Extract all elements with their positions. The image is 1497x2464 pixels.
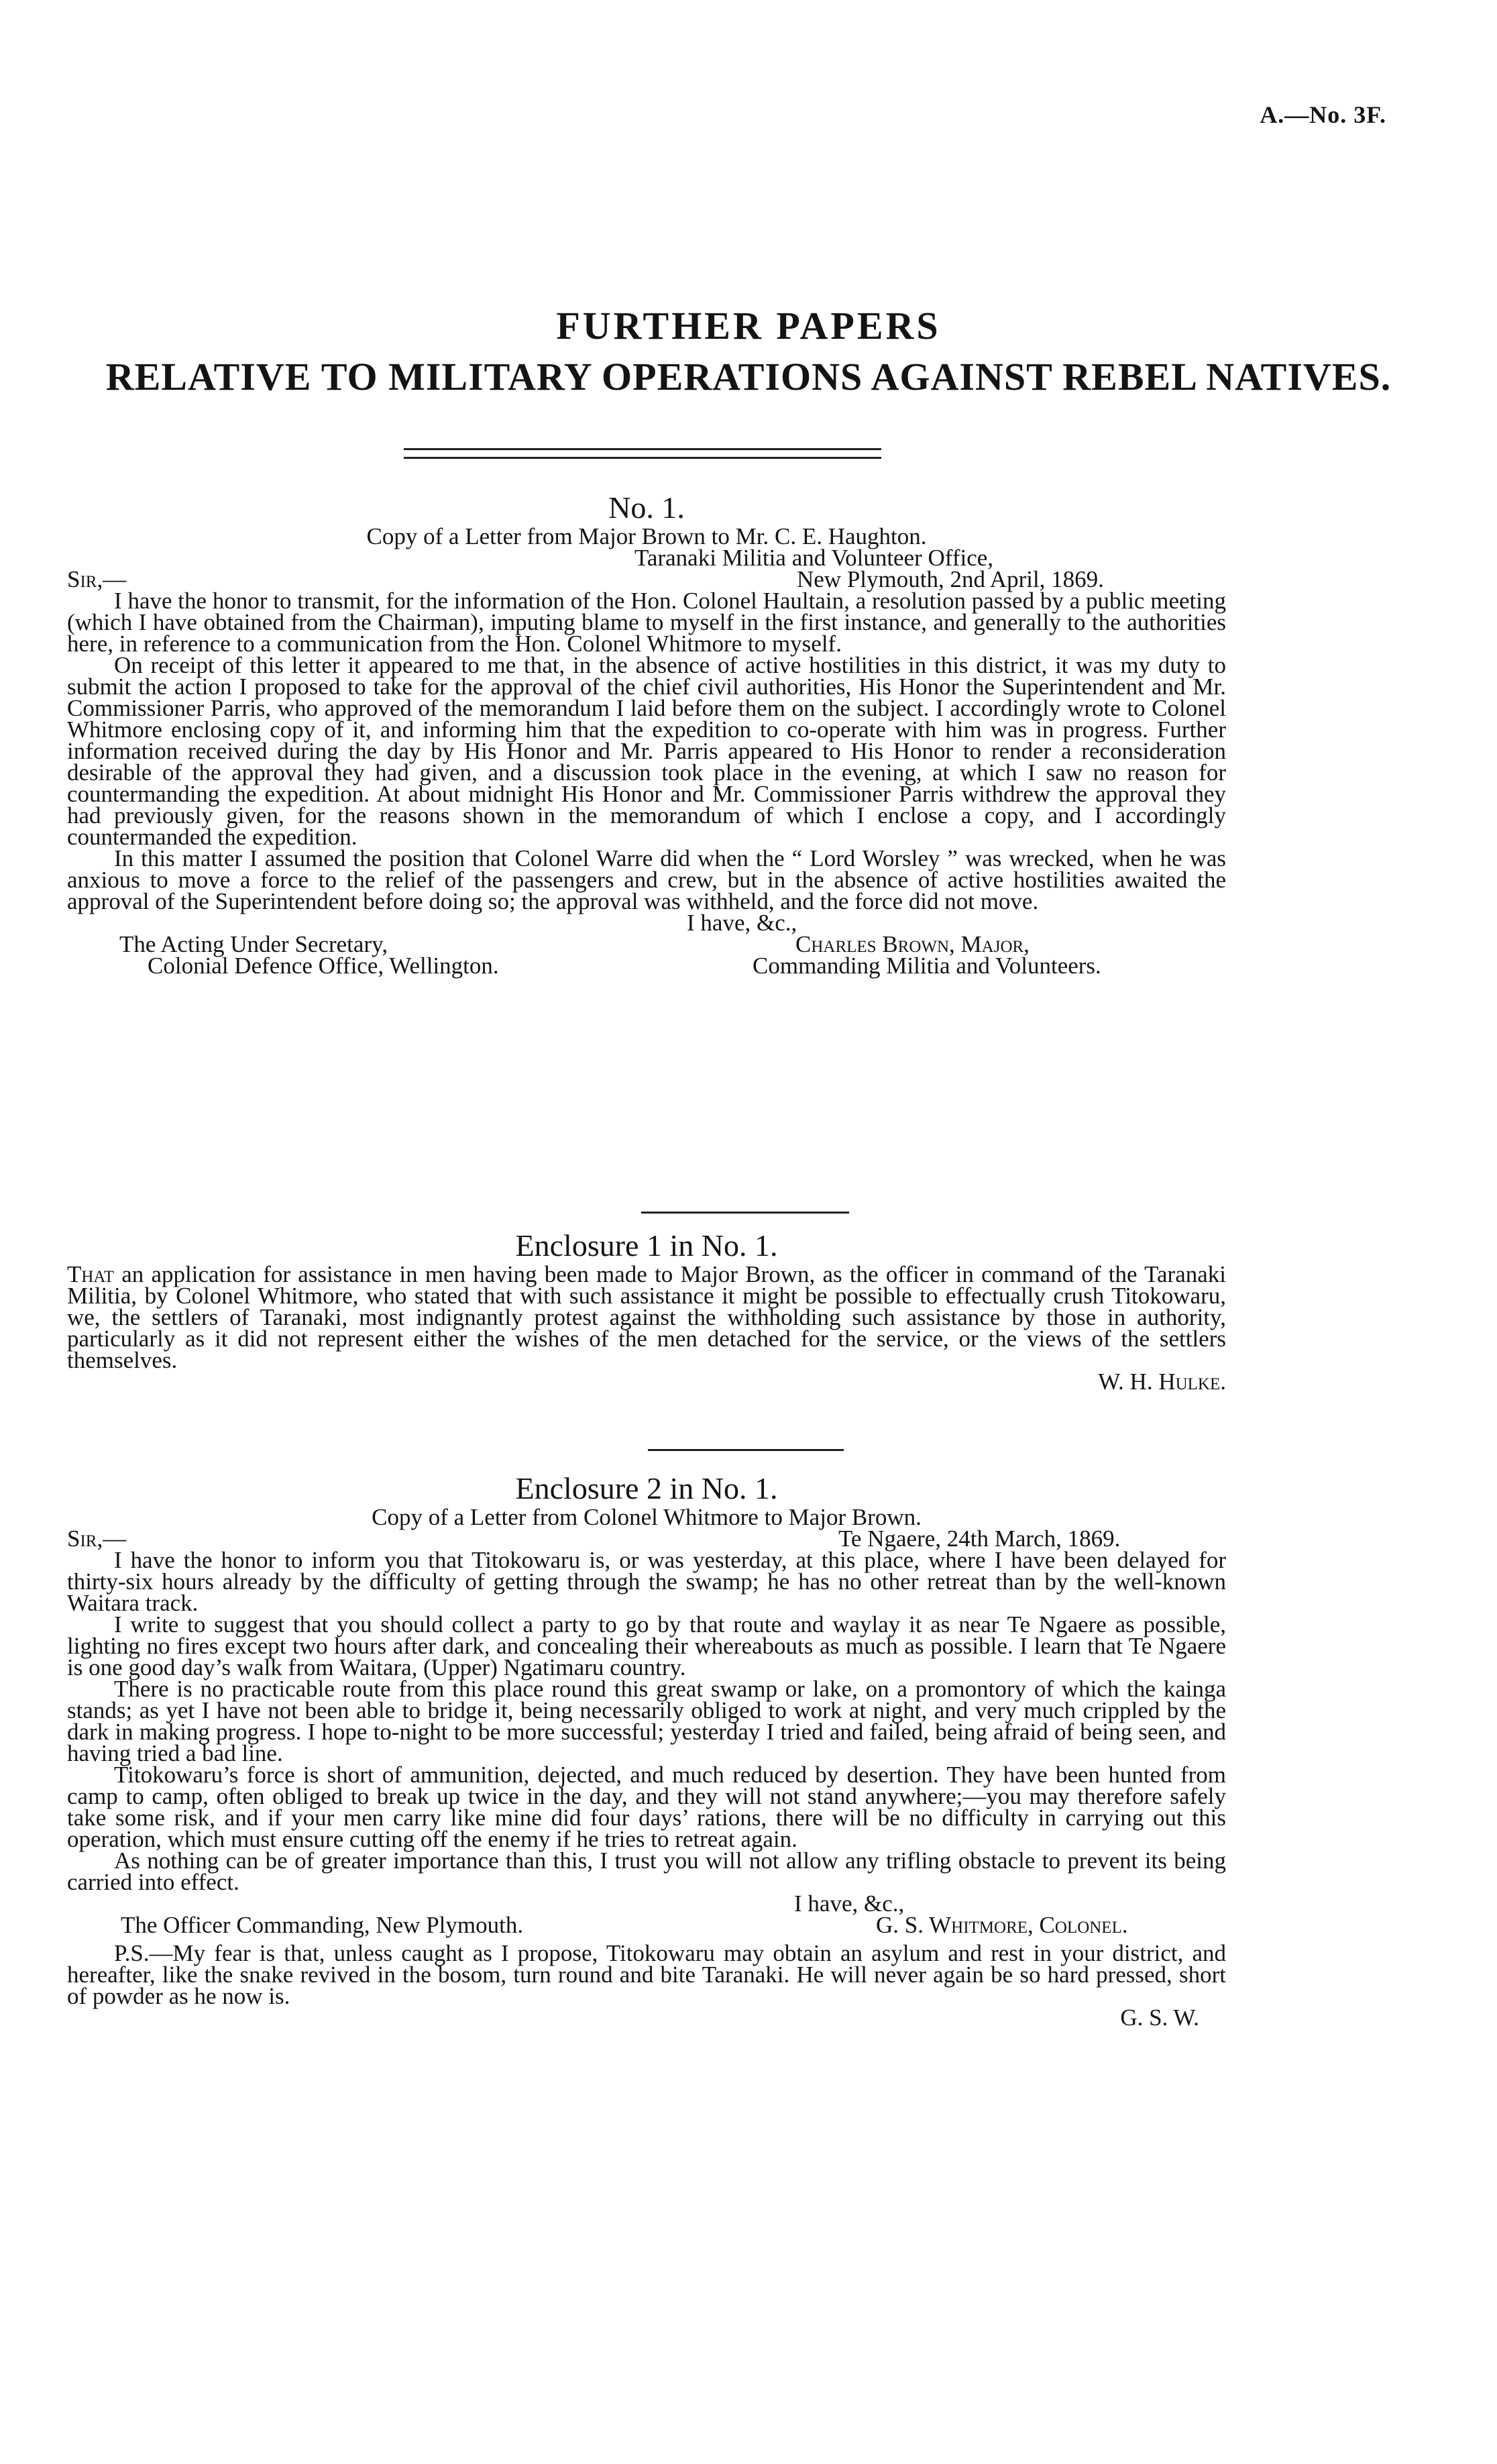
enclosure2-ps-signature: G. S. W. (1120, 2004, 1199, 2031)
enclosure1-lead-word: That (67, 1261, 114, 1287)
no1-sign-row2 (67, 955, 1226, 977)
document-subtitle: RELATIVE TO MILITARY OPERATIONS AGAINST REBEL NATIVES. (105, 355, 1392, 398)
enclosure2-signature: G. S. Whitmore, Colonel. (876, 1912, 1128, 1938)
no1-salutation: Sir,— (67, 566, 127, 592)
section-enclosure1 (67, 1228, 1226, 1393)
enclosure2-postscript: P.S.—My fear is that, unless caught as I propose, Titokowaru may obtain an asylum and rest in your district, and hereafter, like the snake revived in the bosom, turn round and bite Taranaki. He will never again be so hard pressed, short of powder as he now is. (67, 1940, 1226, 2009)
no1-paragraph-2: On receipt of this letter it appeared to me that, in the absence of active hostilities in this district, it was my duty to submit the action I proposed to take for the approval of the chief civil authorities, His Honor the Superintendent and Mr. Commissioner Parris, who approved of the memorandum I laid before them on the subject. I accordingly wrote to Colonel Whitmore enclosing copy of it, and informing him that the expedition to co-operate with him was in progress. Further information received during the day by His Honor and Mr. Parris appeared to His Honor to render a reconsideration desirable of the approval they had given, and a discussion took place in the evening, at which I saw no reason for countermanding the expedition. At about midnight His Honor and Mr. Commissioner Parris withdrew the approval they had previously given, for the reasons shown in the memorandum of which I enclose a copy, and I accordingly countermanded the expedition. (67, 652, 1226, 850)
section-enclosure2 (67, 1470, 1226, 2029)
no1-heading: No. 1. (608, 490, 685, 525)
no1-paragraph-3: In this matter I assumed the position that Colonel Warre did when the “ Lord Worsley ” was wrecked, when he was anxious to move a force to the relief of the passengers and crew, but in the absence of active hostilities awaited the approval of the Superintendent before doing so; the approval was withheld, and the force did not move. (67, 845, 1226, 914)
enclosure2-closing: I have, &c., (794, 1890, 905, 1917)
enclosure2-paragraph-5: As nothing can be of greater importance than this, I trust you will not allow any trifling obstacle to prevent its being carried into effect. (67, 1847, 1226, 1895)
no1-paragraph-1: I have the honor to transmit, for the information of the Hon. Colonel Haultain, a resolution passed by a public meeting (which I have obtained from the Chairman), imputing blame to myself in the first instance, and generally to the authorities here, in reference to a communication from the Hon. Colonel Whitmore to myself. (67, 588, 1226, 657)
no1-subheading: Copy of a Letter from Major Brown to Mr. C. E. Haughton. (366, 523, 927, 549)
enclosure1-signature: W. H. Hulke. (1098, 1369, 1226, 1395)
enclosure2-dateline-row (67, 1525, 1226, 1552)
document-title: FURTHER PAPERS (556, 304, 941, 347)
enclosure2-subheading: Copy of a Letter from Colonel Whitmore to Major Brown. (372, 1504, 922, 1530)
document-reference: A.—No. 3F. (1260, 101, 1386, 128)
no1-signature-line2: Commanding Militia and Volunteers. (753, 953, 1101, 979)
enclosure1-text: an application for assistance in men having been made to Major Brown, as the officer in command of the Taranaki Militia, by Colonel Whitmore, who stated that with such assistance it might be possible to effectually crush Titokowaru, we, the settlers of Taranaki, most indignantly protest against the withholding such assistance by those in authority, particularly as it did not represent either the wishes of the men detached for the service, or the views of the settlers themselves. (67, 1261, 1226, 1373)
no1-address-row2 (67, 566, 1226, 592)
no1-addressee-line1: The Acting Under Secretary, (119, 931, 388, 957)
enclosure2-ps-signature-row (67, 2004, 1226, 2031)
no1-signature-line1: Charles Brown, Major, (795, 931, 1030, 957)
section-no1 (67, 490, 1226, 977)
enclosure2-paragraph-4: Titokowaru’s force is short of ammunition, dejected, and much reduced by desertion. They have been hunted from camp to camp, often obliged to break up twice in the day, and they will not stand anywhere;—you may therefore safely take some risk, and if your men carry like mine did four days’ rations, there will be no difficulty in carrying out this operation, which must ensure cutting off the enemy if he tries to retreat again. (67, 1762, 1226, 1852)
enclosure2-paragraph-3: There is no practicable route from this place round this great swamp or lake, on a promontory of which the kainga stands; as yet I have not been able to bridge it, being necessarily obliged to work at night, and very much crippled by the dark in making progress. I hope to-night to be more successful; yesterday I tried and failed, being afraid of being seen, and having tried a bad line. (67, 1676, 1226, 1766)
enclosure2-paragraph-1: I have the honor to inform you that Titokowaru is, or was yesterday, at this place, where I have been delayed for thirty-six hours already by the difficulty of getting through the swamp; he has no other retreat than by the well-known Waitara track. (67, 1547, 1226, 1616)
no1-address-line2: New Plymouth, 2nd April, 1869. (797, 566, 1104, 592)
enclosure2-sign-row (67, 1912, 1226, 1938)
section-rule-1 (641, 1212, 849, 1214)
enclosure2-salutation: Sir,— (67, 1525, 127, 1552)
enclosure2-addressee: The Officer Commanding, New Plymouth. (121, 1912, 524, 1938)
enclosure2-paragraph-2: I write to suggest that you should collect a party to go by that route and waylay it as near Te Ngaere as possible, lighting no fires except two hours after dark, and concealing their whereabouts as much as possible. I learn that Te Ngaere is one good day’s walk from Waitara, (Upper) Ngatimaru country. (67, 1611, 1226, 1680)
section-rule-2 (648, 1449, 844, 1451)
no1-addressee-line2: Colonial Defence Office, Wellington. (148, 953, 499, 979)
enclosure1-signature-row (67, 1371, 1226, 1393)
title-double-rule (404, 448, 881, 459)
enclosure2-heading: Enclosure 2 in No. 1. (515, 1471, 778, 1505)
enclosure1-heading: Enclosure 1 in No. 1. (515, 1228, 778, 1263)
no1-address-line1: Taranaki Militia and Volunteer Office, (634, 545, 994, 571)
no1-closing: I have, &c., (687, 910, 797, 936)
enclosure2-dateline: Te Ngaere, 24th March, 1869. (838, 1525, 1121, 1552)
